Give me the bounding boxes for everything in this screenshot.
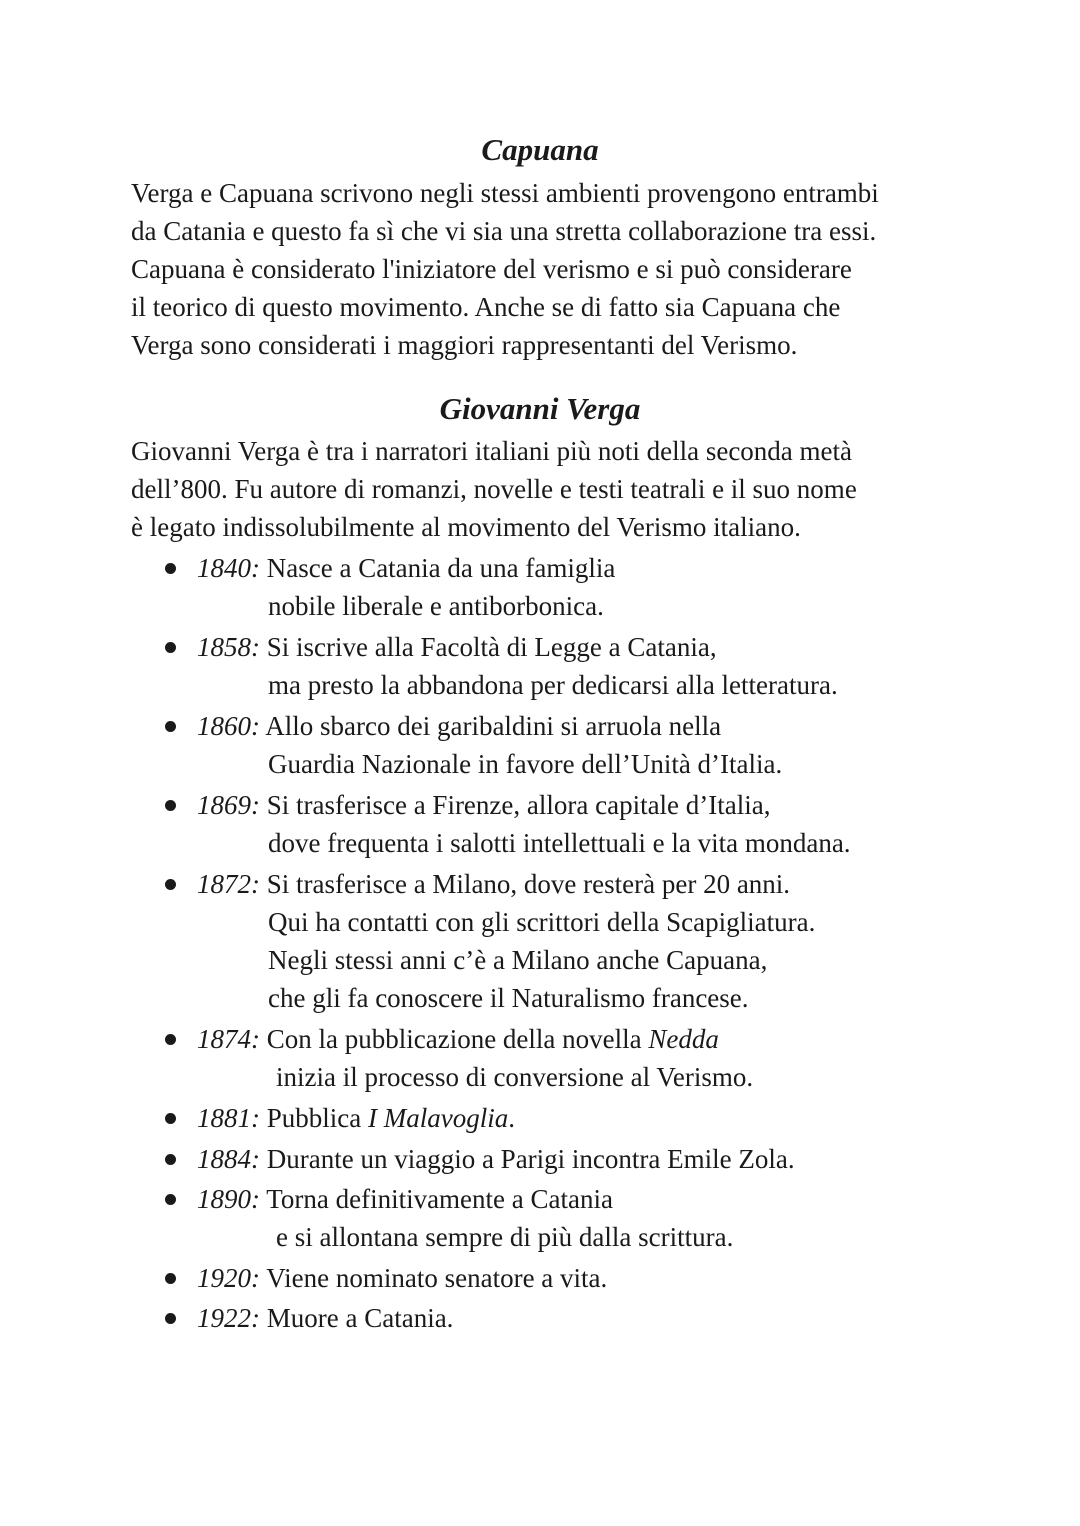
- timeline-item-1890: [0, 1180, 1080, 1252]
- timeline-text-end: .: [508, 1103, 515, 1133]
- timeline-text: Con la pubblicazione della novella: [260, 1024, 649, 1054]
- timeline-text: Si iscrive alla Facoltà di Legge a Catania,: [260, 632, 717, 662]
- work-title: I Malavoglia: [368, 1103, 509, 1133]
- timeline-text: Viene nominato senatore a vita.: [260, 1263, 608, 1293]
- section-title-giovanni-verga: Giovanni Verga: [439, 391, 641, 426]
- bullet-icon: [165, 1313, 176, 1324]
- timeline-entry: [197, 1180, 613, 1218]
- work-title: Nedda: [648, 1024, 719, 1054]
- timeline-entry: [197, 1020, 719, 1058]
- timeline-continuation: ma presto la abbandona per dedicarsi alla letteratura.: [268, 670, 838, 700]
- timeline-entry: [197, 1099, 515, 1137]
- timeline-item-1860: [0, 707, 1080, 779]
- timeline-text: Allo sbarco dei garibaldini si arruola nella: [260, 711, 722, 741]
- timeline-text: Pubblica: [260, 1103, 368, 1133]
- bullet-icon: [165, 879, 176, 890]
- bullet-icon: [165, 642, 176, 653]
- timeline-continuation: nobile liberale e antiborbonica.: [268, 591, 604, 621]
- timeline-item-1872: [0, 865, 1080, 1013]
- timeline-item-1858: [0, 628, 1080, 700]
- timeline-entry: [197, 628, 717, 666]
- timeline-continuation: Qui ha contatti con gli scrittori della Scapigliatura.: [268, 907, 816, 937]
- timeline-year: 1858:: [197, 632, 260, 662]
- timeline-entry: [197, 707, 721, 745]
- timeline-continuation: inizia il processo di conversione al Verismo.: [276, 1062, 754, 1092]
- bullet-icon: [165, 563, 176, 574]
- timeline-text: Torna definitivamente a Catania: [260, 1184, 613, 1214]
- timeline-item-1881: [0, 1099, 1080, 1139]
- timeline-text: Si trasferisce a Firenze, allora capitale d’Italia,: [260, 790, 771, 820]
- verga-intro-line: è legato indissolubilmente al movimento del Verismo italiano.: [131, 512, 801, 542]
- capuana-paragraph-line: Verga e Capuana scrivono negli stessi ambienti provengono entrambi: [131, 178, 879, 208]
- timeline-year: 1884:: [197, 1144, 260, 1174]
- bullet-icon: [165, 1034, 176, 1045]
- timeline-item-1869: [0, 786, 1080, 858]
- verga-intro-line: dell’800. Fu autore di romanzi, novelle e testi teatrali e il suo nome: [131, 474, 857, 504]
- timeline-entry: [197, 1259, 607, 1297]
- bullet-icon: [165, 800, 176, 811]
- timeline-year: 1920:: [197, 1263, 260, 1293]
- section-title-capuana: Capuana: [481, 132, 599, 167]
- timeline-year: 1922:: [197, 1303, 260, 1333]
- timeline-year: 1840:: [197, 553, 260, 583]
- timeline-entry: [197, 1299, 453, 1337]
- timeline-year: 1872:: [197, 869, 260, 899]
- timeline-year: 1881:: [197, 1103, 260, 1133]
- bullet-icon: [165, 1194, 176, 1205]
- capuana-paragraph-line: il teorico di questo movimento. Anche se di fatto sia Capuana che: [131, 292, 841, 322]
- bullet-icon: [165, 721, 176, 732]
- capuana-paragraph-line: da Catania e questo fa sì che vi sia una stretta collaborazione tra essi.: [131, 216, 877, 246]
- timeline-item-1884: [0, 1140, 1080, 1180]
- timeline-year: 1860:: [197, 711, 260, 741]
- timeline-text: Muore a Catania.: [260, 1303, 454, 1333]
- capuana-paragraph-line: Capuana è considerato l'iniziatore del verismo e si può considerare: [131, 254, 852, 284]
- timeline-entry: [197, 1140, 795, 1178]
- timeline-continuation: Negli stessi anni c’è a Milano anche Capuana,: [268, 945, 768, 975]
- bullet-icon: [165, 1113, 176, 1124]
- capuana-paragraph-line: Verga sono considerati i maggiori rappresentanti del Verismo.: [131, 330, 798, 360]
- timeline-continuation: Guardia Nazionale in favore dell’Unità d’Italia.: [268, 749, 783, 779]
- timeline-continuation: che gli fa conoscere il Naturalismo francese.: [268, 983, 749, 1013]
- timeline-continuation: e si allontana sempre di più dalla scrittura.: [276, 1222, 734, 1252]
- timeline-year: 1890:: [197, 1184, 260, 1214]
- timeline-year: 1874:: [197, 1024, 260, 1054]
- timeline-item-1840: [0, 549, 1080, 621]
- timeline-item-1920: [0, 1259, 1080, 1299]
- timeline-text: Nasce a Catania da una famiglia: [260, 553, 616, 583]
- timeline-entry: [197, 786, 771, 824]
- timeline-entry: [197, 865, 790, 903]
- bullet-icon: [165, 1273, 176, 1284]
- timeline-year: 1869:: [197, 790, 260, 820]
- timeline-text: Si trasferisce a Milano, dove resterà per 20 anni.: [260, 869, 791, 899]
- timeline-item-1922: [0, 1299, 1080, 1339]
- timeline-item-1874: [0, 1020, 1080, 1092]
- timeline-text: Durante un viaggio a Parigi incontra Emile Zola.: [260, 1144, 795, 1174]
- timeline-continuation: dove frequenta i salotti intellettuali e la vita mondana.: [268, 828, 851, 858]
- bullet-icon: [165, 1154, 176, 1165]
- timeline-entry: [197, 549, 615, 587]
- verga-intro-line: Giovanni Verga è tra i narratori italiani più noti della seconda metà: [131, 436, 853, 466]
